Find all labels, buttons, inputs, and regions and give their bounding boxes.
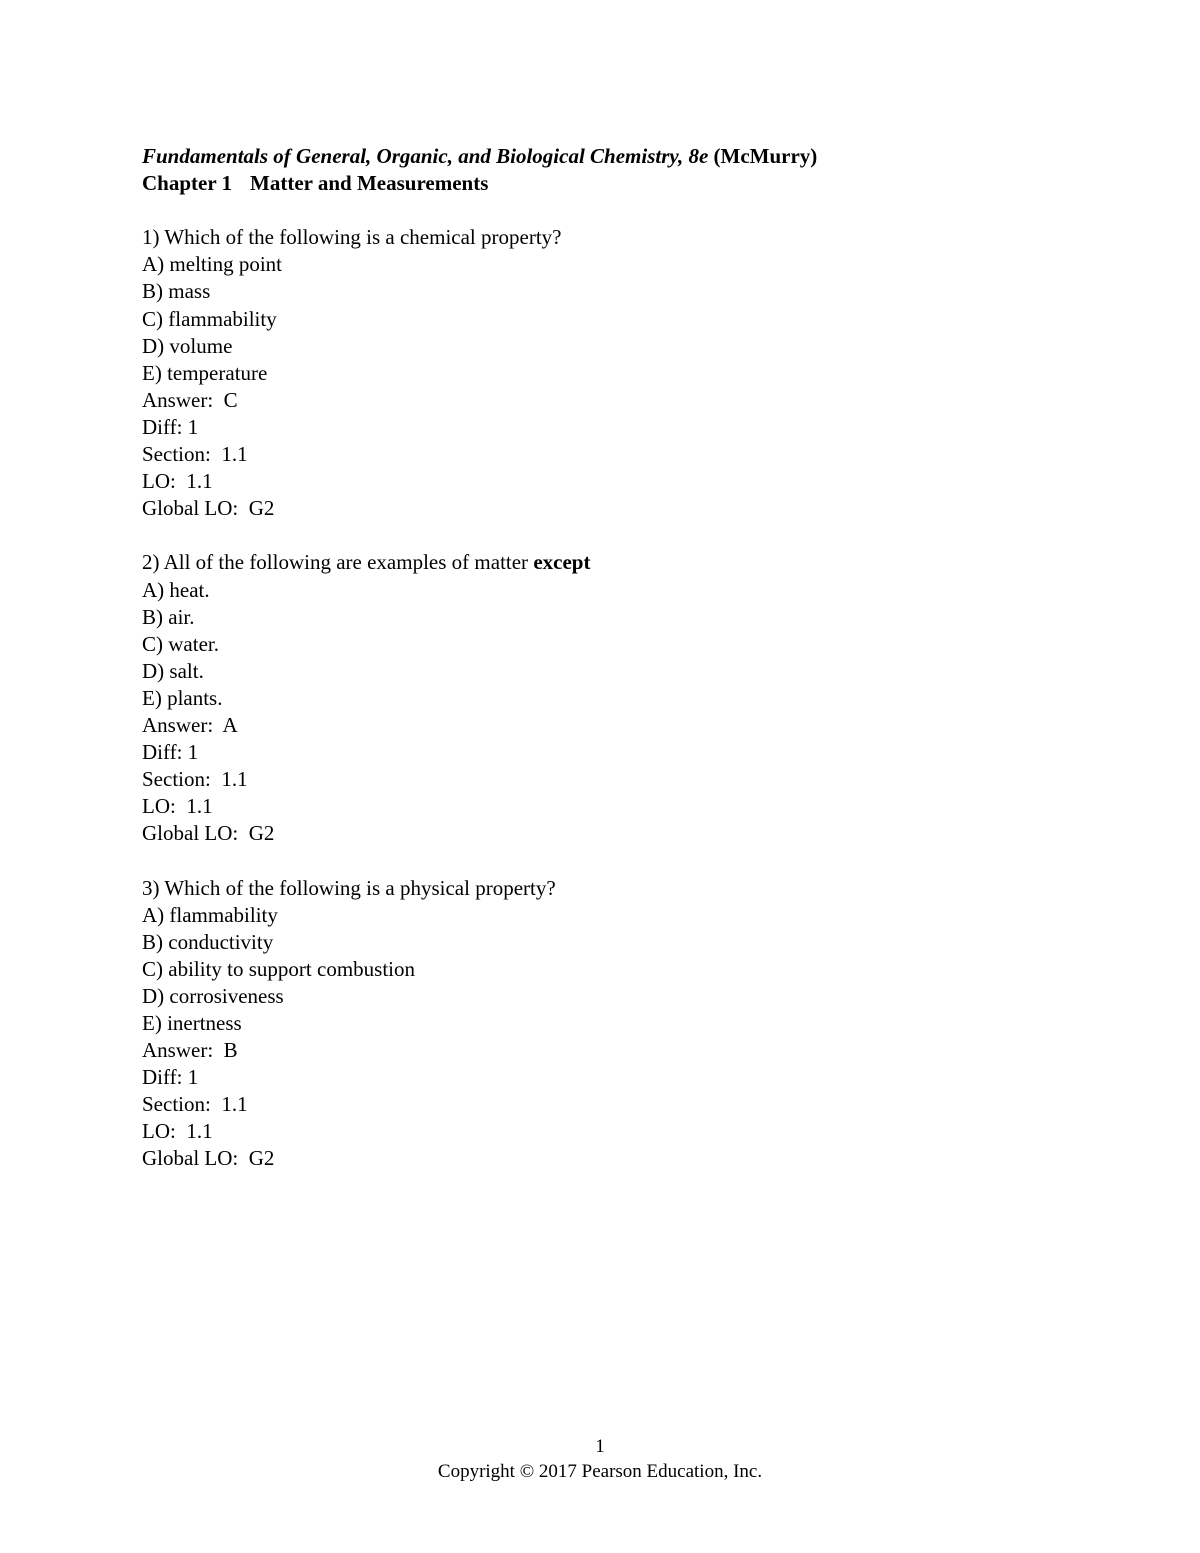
- copyright-notice: Copyright © 2017 Pearson Education, Inc.: [437, 1461, 763, 1482]
- option-d: D) salt.: [142, 658, 204, 683]
- option-c: C) ability to support combustion: [142, 956, 415, 981]
- option-a: A) flammability: [142, 902, 278, 927]
- difficulty: Diff: 1: [142, 740, 199, 765]
- option-c: C) flammability: [142, 306, 277, 331]
- answer: Answer: B: [142, 1038, 238, 1063]
- page-number: 1: [595, 1436, 605, 1457]
- learning-objective: LO: 1.1: [142, 469, 213, 494]
- difficulty: Diff: 1: [142, 1065, 199, 1090]
- question-stem: 3) Which of the following is a physical property?: [142, 875, 556, 900]
- difficulty: Diff: 1: [142, 414, 199, 439]
- option-b: B) mass: [142, 279, 211, 304]
- section: Section: 1.1: [142, 1092, 248, 1117]
- global-learning-objective: Global LO: G2: [142, 496, 275, 521]
- emphasis-text: except: [533, 550, 591, 575]
- option-e: E) plants.: [142, 685, 223, 710]
- question-2: [142, 549, 1102, 847]
- book-title: Fundamentals of General, Organic, and Biological Chemistry, 8e: [142, 144, 709, 168]
- option-a: A) melting point: [142, 252, 282, 277]
- global-learning-objective: Global LO: G2: [142, 1146, 275, 1171]
- answer: Answer: C: [142, 387, 238, 412]
- option-e: E) temperature: [142, 360, 268, 385]
- learning-objective: LO: 1.1: [142, 1119, 213, 1144]
- option-b: B) air.: [142, 604, 195, 629]
- option-b: B) conductivity: [142, 929, 274, 954]
- chapter-title: Matter and Measurements: [250, 171, 489, 196]
- option-e: E) inertness: [142, 1011, 242, 1035]
- global-learning-objective: Global LO: G2: [142, 821, 275, 846]
- learning-objective: LO: 1.1: [142, 794, 213, 819]
- option-d: D) volume: [142, 333, 233, 358]
- book-title-line: [142, 143, 1102, 170]
- chapter-label: Chapter 1: [142, 171, 233, 196]
- document-body: [142, 143, 1102, 1173]
- chapter-heading: [142, 170, 1102, 197]
- option-c: C) water.: [142, 631, 219, 656]
- option-a: A) heat.: [142, 577, 210, 602]
- book-author: (McMurry): [713, 144, 818, 168]
- question-1: [142, 224, 1102, 522]
- question-stem: 1) Which of the following is a chemical property?: [142, 225, 562, 250]
- section: Section: 1.1: [142, 442, 248, 467]
- section: Section: 1.1: [142, 767, 248, 792]
- option-d: D) corrosiveness: [142, 983, 284, 1008]
- question-3: [142, 875, 1102, 1173]
- answer: Answer: A: [142, 712, 238, 737]
- question-stem: 2) All of the following are examples of matter except: [142, 550, 591, 575]
